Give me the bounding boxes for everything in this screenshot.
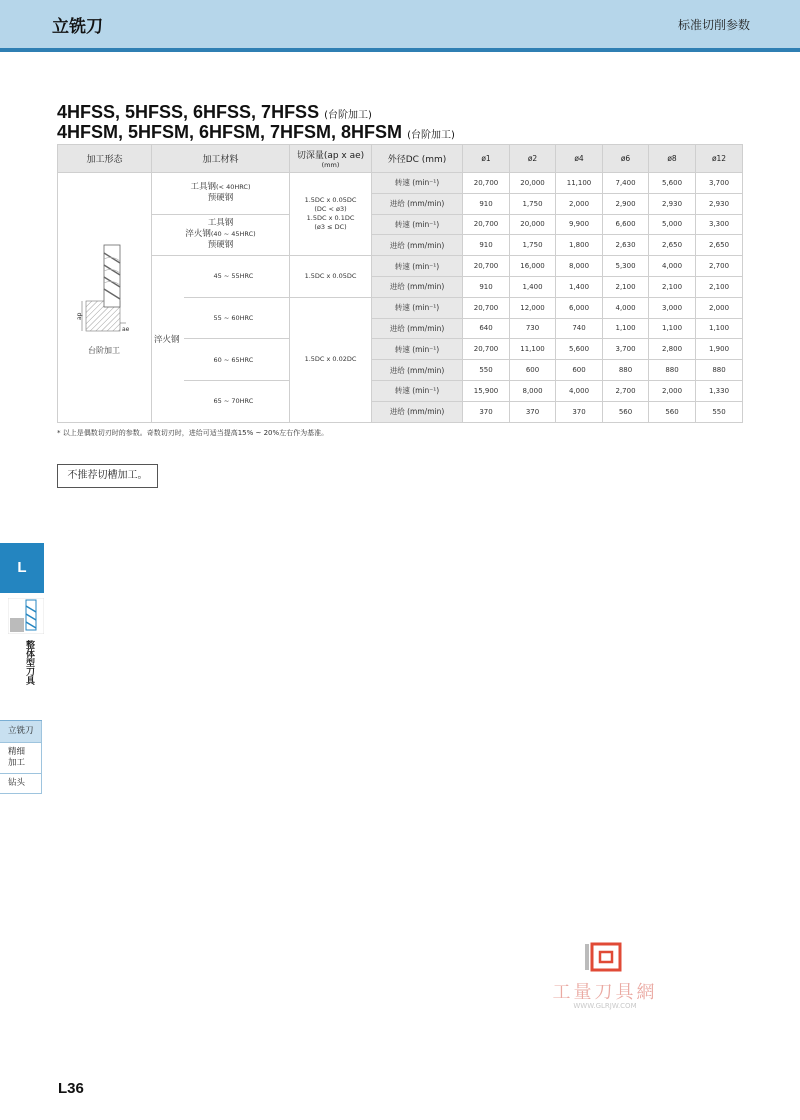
value-cell: 1,400 (510, 276, 556, 297)
ae-label: ae (122, 326, 130, 333)
value-cell: 20,700 (463, 256, 510, 277)
section-title: 标准切削参数 (677, 18, 750, 32)
material-note: (< 40HRC) (216, 183, 251, 192)
value-cell: 2,930 (696, 193, 743, 214)
value-cell: 8,000 (510, 380, 556, 401)
value-cell: 5,600 (556, 339, 603, 360)
depth-cell: 1.5DC x 0.02DC (290, 297, 372, 422)
row-label-feed: 进给 (mm/min) (372, 401, 463, 422)
table-row (58, 173, 743, 194)
value-cell: 2,100 (649, 276, 696, 297)
value-cell: 3,300 (696, 214, 743, 235)
value-cell: 910 (463, 276, 510, 297)
value-cell: 2,700 (696, 256, 743, 277)
value-cell: 370 (463, 401, 510, 422)
value-cell: 560 (603, 401, 649, 422)
header-dia: ø2 (510, 145, 556, 173)
value-cell: 740 (556, 318, 603, 339)
endmill-thumbnail-icon (8, 598, 44, 634)
side-nav-item-drill[interactable]: 钻头 (0, 774, 42, 794)
value-cell: 2,100 (696, 276, 743, 297)
material-name: 工具钢 (190, 182, 217, 193)
material-cell (152, 173, 290, 215)
header-dia: ø8 (649, 145, 696, 173)
value-cell: 1,100 (696, 318, 743, 339)
hardness-cell: 55 ~ 60HRC (184, 297, 290, 339)
value-cell: 20,700 (463, 339, 510, 360)
value-cell: 2,900 (603, 193, 649, 214)
value-cell: 20,700 (463, 214, 510, 235)
value-cell: 1,330 (696, 380, 743, 401)
value-cell: 20,700 (463, 297, 510, 318)
row-label-speed: 转速 (min⁻¹) (372, 173, 463, 194)
side-nav (0, 720, 42, 794)
value-cell: 3,700 (603, 339, 649, 360)
value-cell: 20,000 (510, 173, 556, 194)
row-label-speed: 转速 (min⁻¹) (372, 297, 463, 318)
value-cell: 4,000 (603, 297, 649, 318)
header-diameter: 外径DC (mm) (372, 145, 463, 173)
value-cell: 550 (463, 360, 510, 381)
hardness-cell: 60 ~ 65HRC (184, 339, 290, 381)
header-divider (0, 48, 800, 52)
value-cell: 7,400 (603, 173, 649, 194)
header-depth-unit: (mm) (321, 161, 340, 169)
value-cell: 2,000 (696, 297, 743, 318)
value-cell: 1,400 (556, 276, 603, 297)
value-cell: 1,750 (510, 235, 556, 256)
value-cell: 600 (510, 360, 556, 381)
material-name: 淬火钢 (185, 229, 211, 240)
material-line (152, 229, 289, 240)
page-header (0, 0, 800, 48)
value-cell: 6,000 (556, 297, 603, 318)
value-cell: 15,900 (463, 380, 510, 401)
value-cell: 1,100 (649, 318, 696, 339)
shape-label: 台阶加工 (88, 346, 120, 355)
header-dia: ø4 (556, 145, 603, 173)
value-cell: 20,000 (510, 214, 556, 235)
notice-box: 不推荐切槽加工。 (57, 464, 158, 488)
hardness-cell: 65 ~ 70HRC (184, 380, 290, 422)
value-cell: 910 (463, 235, 510, 256)
depth-cell (290, 173, 372, 256)
row-label-speed: 转速 (min⁻¹) (372, 380, 463, 401)
value-cell: 5,600 (649, 173, 696, 194)
value-cell: 4,000 (556, 380, 603, 401)
value-cell: 2,000 (649, 380, 696, 401)
value-cell: 2,000 (556, 193, 603, 214)
value-cell: 2,700 (603, 380, 649, 401)
header-dia: ø1 (463, 145, 510, 173)
footnote: * 以上是偶数切刃时的参数。奇数切刃时，进给可适当提高15% ~ 20%左右作为基准。 (57, 429, 329, 437)
value-cell: 4,000 (649, 256, 696, 277)
header-shape: 加工形态 (58, 145, 152, 173)
heading-note-2: (台阶加工) (407, 130, 455, 141)
value-cell: 640 (463, 318, 510, 339)
material-line: 工具钢 (207, 218, 234, 229)
material-line: 预硬钢 (207, 193, 234, 204)
heading-models-1: 4HFSS, 5HFSS, 6HFSS, 7HFSS (57, 102, 320, 122)
watermark (530, 940, 680, 1020)
table-row (58, 256, 743, 277)
header-dia: ø12 (696, 145, 743, 173)
value-cell: 3,700 (696, 173, 743, 194)
header-material: 加工材料 (152, 145, 290, 173)
side-nav-item-finishing[interactable] (0, 743, 42, 774)
depth-line: (DC < ø3) (314, 205, 347, 214)
value-cell: 370 (510, 401, 556, 422)
quench-cell: 淬火钢 (152, 256, 184, 422)
row-label-feed: 进给 (mm/min) (372, 318, 463, 339)
row-label-feed: 进给 (mm/min) (372, 276, 463, 297)
value-cell: 11,100 (556, 173, 603, 194)
depth-line: 1.5DC x 0.05DC (304, 196, 357, 205)
value-cell: 3,000 (649, 297, 696, 318)
material-cell (152, 214, 290, 256)
value-cell: 1,800 (556, 235, 603, 256)
value-cell: 880 (649, 360, 696, 381)
material-line: 预硬钢 (207, 240, 234, 251)
row-label-speed: 转速 (min⁻¹) (372, 214, 463, 235)
value-cell: 880 (696, 360, 743, 381)
value-cell: 6,600 (603, 214, 649, 235)
value-cell: 20,700 (463, 173, 510, 194)
watermark-text: 工量刀具網 (552, 982, 658, 1003)
section-tab-l[interactable]: L (0, 543, 44, 593)
hardness-cell: 45 ~ 55HRC (184, 256, 290, 298)
row-label-speed: 转速 (min⁻¹) (372, 256, 463, 277)
depth-line: (ø3 ≤ DC) (314, 223, 347, 232)
chapter-title: 立铣刀 (52, 17, 103, 37)
value-cell: 1,100 (603, 318, 649, 339)
value-cell: 880 (603, 360, 649, 381)
value-cell: 600 (556, 360, 603, 381)
value-cell: 2,100 (603, 276, 649, 297)
value-cell: 560 (649, 401, 696, 422)
depth-cell: 1.5DC x 0.05DC (290, 256, 372, 298)
product-heading-1 (57, 102, 372, 123)
shape-cell (58, 173, 152, 423)
value-cell: 1,900 (696, 339, 743, 360)
table-header-row (58, 145, 743, 173)
value-cell: 9,900 (556, 214, 603, 235)
row-label-speed: 转速 (min⁻¹) (372, 339, 463, 360)
value-cell: 5,300 (603, 256, 649, 277)
value-cell: 2,630 (603, 235, 649, 256)
value-cell: 16,000 (510, 256, 556, 277)
value-cell: 2,650 (649, 235, 696, 256)
category-label-vertical: 整体型刀具 (24, 640, 34, 685)
row-label-feed: 进给 (mm/min) (372, 193, 463, 214)
value-cell: 2,800 (649, 339, 696, 360)
shoulder-milling-illustration (76, 243, 136, 333)
header-depth-label: 切深量(ap x ae) (296, 151, 365, 161)
value-cell: 2,930 (649, 193, 696, 214)
row-label-feed: 进给 (mm/min) (372, 360, 463, 381)
value-cell: 1,750 (510, 193, 556, 214)
ap-label: ap (76, 312, 83, 320)
value-cell: 5,000 (649, 214, 696, 235)
value-cell: 730 (510, 318, 556, 339)
value-cell: 550 (696, 401, 743, 422)
watermark-logo-icon (530, 940, 680, 976)
side-nav-item-endmill[interactable]: 立铣刀 (0, 721, 42, 743)
depth-line: 1.5DC x 0.1DC (306, 214, 355, 223)
table-row (58, 214, 743, 235)
value-cell: 8,000 (556, 256, 603, 277)
value-cell: 370 (556, 401, 603, 422)
value-cell: 11,100 (510, 339, 556, 360)
heading-note-1: (台阶加工) (324, 110, 372, 121)
header-depth (290, 145, 372, 173)
material-line (152, 182, 289, 193)
page-number: L36 (58, 1080, 84, 1097)
product-heading-2 (57, 122, 455, 143)
material-note: (40 ~ 45HRC) (210, 230, 256, 239)
side-nav-label: 精细 (8, 747, 26, 757)
row-label-feed: 进给 (mm/min) (372, 235, 463, 256)
side-nav-label: 加工 (8, 758, 26, 768)
cutting-parameter-table (57, 144, 743, 423)
value-cell: 2,650 (696, 235, 743, 256)
value-cell: 12,000 (510, 297, 556, 318)
heading-models-2: 4HFSM, 5HFSM, 6HFSM, 7HFSM, 8HFSM (57, 122, 403, 142)
header-dia: ø6 (603, 145, 649, 173)
watermark-url: WWW.GLRJW.COM (573, 1002, 637, 1010)
value-cell: 910 (463, 193, 510, 214)
